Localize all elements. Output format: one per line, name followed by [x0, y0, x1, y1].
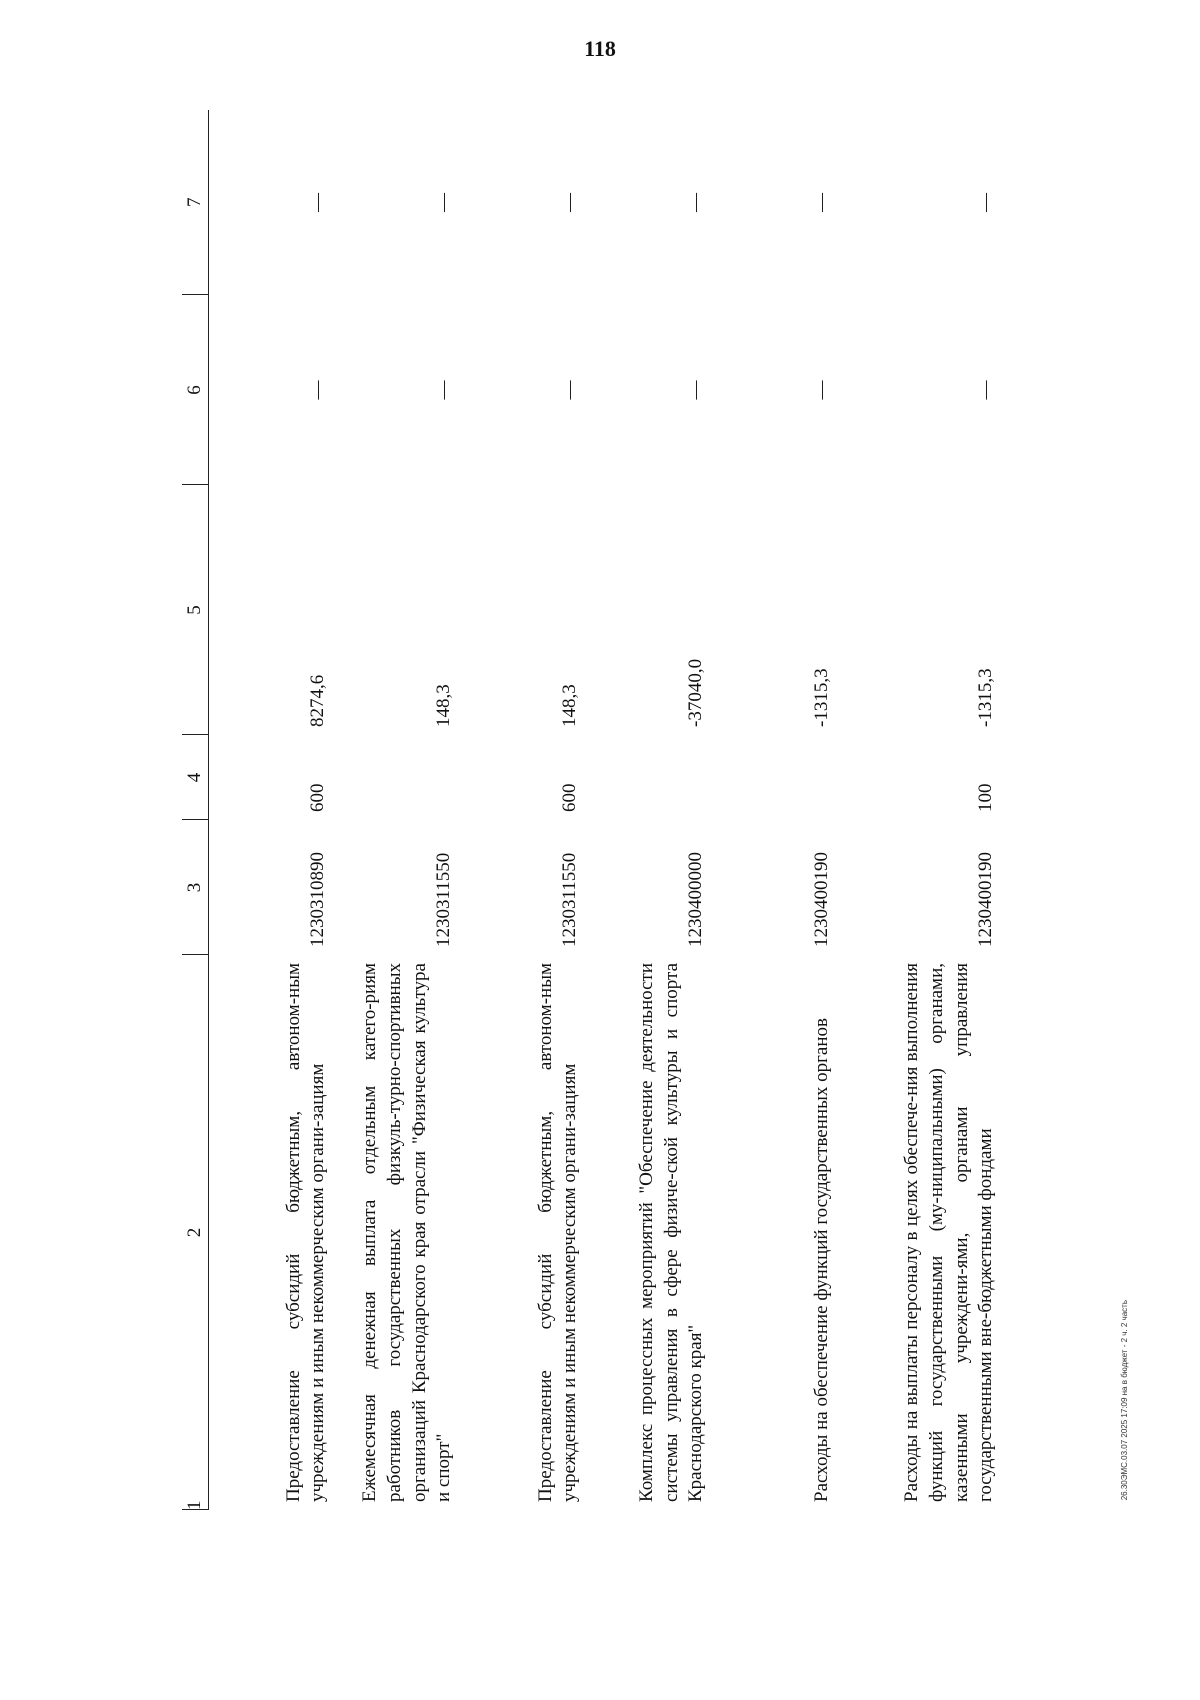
- col-6-value: —: [685, 380, 707, 400]
- target-article-code: 1230310890: [307, 852, 329, 947]
- col-header-5: 5: [182, 485, 209, 735]
- col-6-value: —: [433, 380, 455, 400]
- footer-stamp: [1120, 1300, 1140, 1700]
- table-rotor: [182, 110, 1012, 1510]
- table-header-row: 1 2 3 4 5 6 7: [182, 110, 209, 1510]
- col-header-3: 3: [182, 820, 209, 955]
- col-7-value: —: [685, 193, 707, 212]
- col-7-value: —: [307, 193, 329, 212]
- col-7-value: —: [559, 193, 581, 212]
- expense-type-code: [713, 735, 839, 820]
- target-article-code: 1230400000: [685, 852, 707, 947]
- expense-name: Расходы на выплаты персоналу в целях обеспече-ния выполнения функций государственными (му-ниципальными) органами, казенными учреждени-ями, органами управления государственными вне-бюджетными фондами: [901, 963, 997, 1502]
- amount: 8274,6: [307, 674, 329, 727]
- expense-type-code: 600: [559, 783, 581, 812]
- target-article-code: 1230400190: [975, 852, 997, 947]
- target-article-code: 1230311550: [559, 852, 581, 947]
- table-row: [209, 110, 336, 1510]
- amount: -1315,3: [811, 668, 833, 727]
- col-7-value: —: [811, 193, 833, 212]
- col-6-value: —: [307, 380, 329, 400]
- col-header-4: 4: [182, 735, 209, 820]
- expense-name: Расходы на обеспечение функций государственных органов: [811, 1018, 833, 1502]
- col-6-value: —: [811, 380, 833, 400]
- page-number: 118: [584, 36, 616, 61]
- expense-name: Комплекс процессных мероприятий "Обеспечение деятельности системы управления в сфере физиче-ской культуры и спорта Краснодарского края": [635, 963, 707, 1502]
- col-7-value: —: [975, 193, 997, 212]
- target-article-code: 1230311550: [433, 852, 455, 947]
- col-6-value: —: [559, 380, 581, 400]
- amount: -1315,3: [975, 668, 997, 727]
- expense-type-code: [587, 735, 713, 820]
- rotated-table-region: [182, 110, 1012, 1510]
- expense-name: Ежемесячная денежная выплата отдельным катего-риям работников государственных физкуль-турно-спортивных организаций Краснодарского края отрасли "Физическая культура и спорт": [359, 963, 455, 1502]
- table-row: [713, 110, 839, 1510]
- table-row: [587, 110, 713, 1510]
- target-article-code: 1230400190: [811, 852, 833, 947]
- expense-type-code: 100: [975, 783, 997, 812]
- budget-table: [182, 110, 1003, 1510]
- table-row: [335, 110, 461, 1510]
- col-7-value: —: [433, 193, 455, 212]
- amount: 148,3: [559, 684, 581, 727]
- expense-type-code: [335, 735, 461, 820]
- amount: 148,3: [433, 684, 455, 727]
- col-header-6: 6: [182, 295, 209, 485]
- col-6-value: —: [975, 380, 997, 400]
- expense-name: Предоставление субсидий бюджетным, автоном-ным учреждениям и иным некоммерческим органи-зациям: [282, 963, 329, 1502]
- table-row: [461, 110, 587, 1510]
- col-header-2: 2: [182, 955, 209, 1510]
- amount: -37040,0: [685, 658, 707, 727]
- expense-type-code: 600: [307, 783, 329, 812]
- col-header-7: 7: [182, 110, 209, 295]
- expense-name: Предоставление субсидий бюджетным, автоном-ным учреждениям и иным некоммерческим органи-зациям: [534, 963, 581, 1502]
- table-row: [839, 110, 1003, 1510]
- footer-stamp-text: 26.30ЭМС.03.07 2025 17:09 на в бюджет - 2 ч. 2 часть: [1120, 1300, 1129, 1501]
